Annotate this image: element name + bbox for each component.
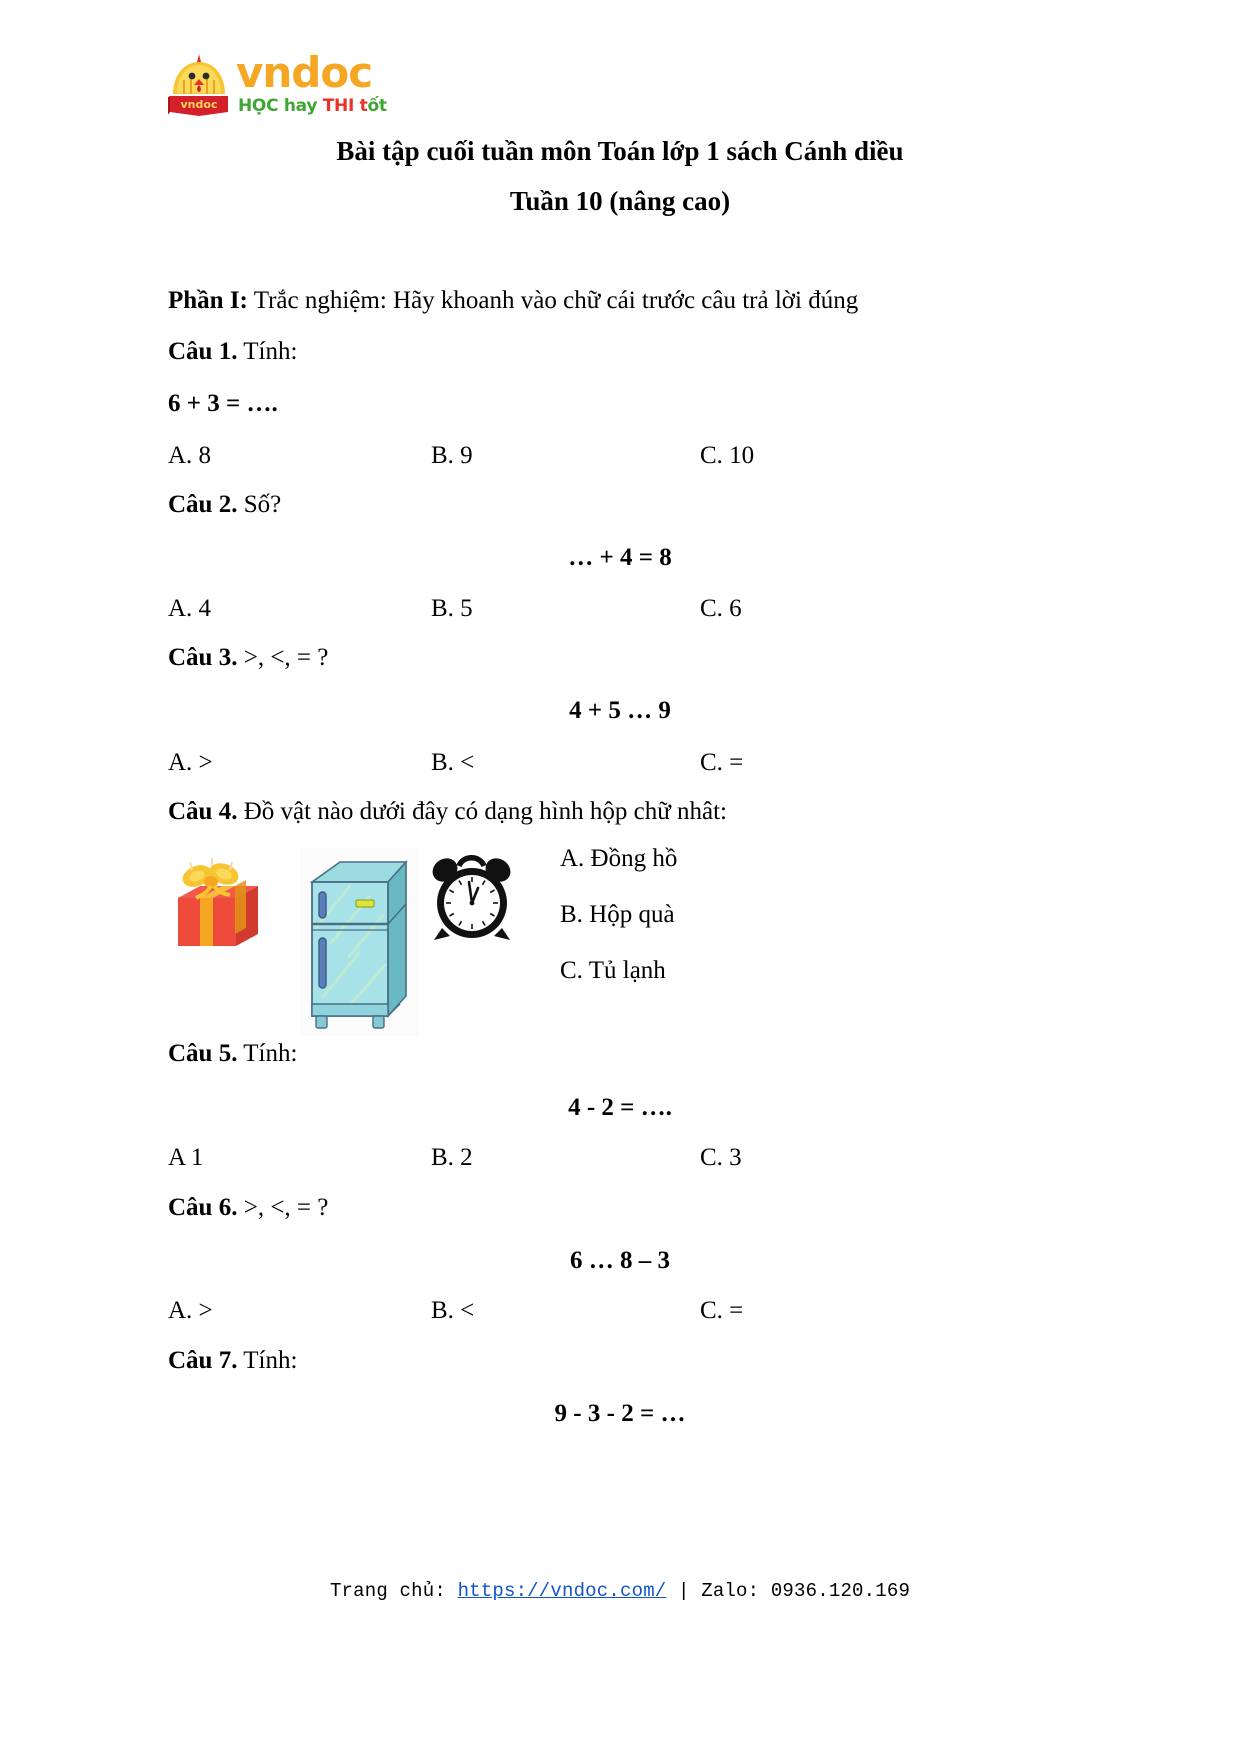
- refrigerator-image: [300, 848, 418, 1036]
- question-1-option-a[interactable]: A. 8: [168, 442, 212, 469]
- logo-wordmark: vndoc: [236, 48, 373, 97]
- vndoc-logo[interactable]: [168, 48, 468, 122]
- question-2-number: Câu 2.: [168, 491, 238, 518]
- tagline-hoc-hay: HỌC hay: [238, 96, 323, 116]
- question-2-text: Số?: [237, 491, 282, 518]
- question-2-option-a[interactable]: A. 4: [168, 595, 212, 622]
- question-1-option-b[interactable]: B. 9: [431, 442, 473, 469]
- svg-text:vndoc: vndoc: [180, 98, 218, 111]
- question-3-option-a[interactable]: A. >: [168, 749, 213, 776]
- question-5-option-a[interactable]: A 1: [168, 1144, 204, 1171]
- question-6-prompt: [168, 1194, 1072, 1223]
- question-3-text: >, <, = ?: [237, 644, 329, 671]
- question-3-expression: 4 + 5 … 9: [569, 697, 671, 724]
- question-6-option-b[interactable]: B. <: [431, 1297, 475, 1324]
- question-1-expression: 6 + 3 = ….: [168, 390, 278, 417]
- question-6-option-a[interactable]: A. >: [168, 1297, 213, 1324]
- tagline-thi-t: THI t: [322, 96, 368, 116]
- footer-site-link[interactable]: https://vndoc.com/: [457, 1580, 667, 1602]
- question-4-figures: [168, 848, 588, 1036]
- question-2-option-c[interactable]: C. 6: [700, 595, 742, 622]
- question-2-expression: … + 4 = 8: [568, 544, 672, 571]
- question-6-number: Câu 6.: [168, 1194, 238, 1221]
- question-4-option-a[interactable]: A. Đồng hồ: [560, 845, 678, 872]
- question-5-options: [168, 1144, 1072, 1176]
- question-7-expression: 9 - 3 - 2 = …: [554, 1400, 686, 1427]
- question-5-number: Câu 5.: [168, 1040, 238, 1067]
- question-7-prompt: [168, 1347, 1072, 1376]
- question-7-text: Tính:: [237, 1347, 298, 1374]
- footer-home-label: Trang chủ:: [329, 1580, 458, 1602]
- page-title: Bài tập cuối tuần môn Toán lớp 1 sách Cánh diều: [336, 136, 904, 166]
- footer-zalo: Zalo: 0936.120.169: [701, 1580, 911, 1602]
- question-1-prompt: [168, 338, 1072, 367]
- question-3-options: [168, 749, 1072, 781]
- question-1-text: Tính:: [237, 338, 298, 365]
- rooster-mascot-icon: [168, 52, 230, 120]
- question-4-option-c[interactable]: C. Tủ lạnh: [560, 957, 666, 984]
- question-6-option-c[interactable]: C. =: [700, 1297, 744, 1324]
- question-4-text: Đồ vật nào dưới đây có dạng hình hộp chữ nhât:: [237, 798, 727, 825]
- page-subtitle: Tuần 10 (nâng cao): [509, 186, 731, 216]
- gift-box-image: [168, 854, 268, 954]
- question-1-number: Câu 1.: [168, 338, 238, 365]
- question-5-option-c[interactable]: C. 3: [700, 1144, 742, 1171]
- question-2-options: [168, 595, 1072, 627]
- question-5-prompt: [168, 1040, 1072, 1069]
- question-2-option-b[interactable]: B. 5: [431, 595, 473, 622]
- question-5-expression: 4 - 2 = ….: [568, 1094, 672, 1121]
- question-6-text: >, <, = ?: [237, 1194, 329, 1221]
- question-4-options: [560, 845, 980, 1013]
- part-one-text: Trắc nghiệm: Hãy khoanh vào chữ cái trước câu trả lời đúng: [247, 287, 859, 314]
- question-3-option-c[interactable]: C. =: [700, 749, 744, 776]
- question-1-option-c[interactable]: C. 10: [700, 442, 755, 469]
- question-3-number: Câu 3.: [168, 644, 238, 671]
- page-footer: [0, 1580, 1240, 1602]
- question-4-prompt: [168, 798, 1072, 827]
- part-one-heading: [168, 287, 1072, 316]
- question-1-options: [168, 442, 1072, 474]
- tagline-ot: ốt: [367, 96, 387, 116]
- question-6-options: [168, 1297, 1072, 1329]
- question-4-number: Câu 4.: [168, 798, 238, 825]
- alarm-clock-image: [426, 850, 518, 942]
- logo-tagline: [238, 96, 387, 116]
- question-5-option-b[interactable]: B. 2: [431, 1144, 473, 1171]
- part-one-label: Phần I:: [168, 287, 248, 314]
- question-5-text: Tính:: [237, 1040, 298, 1067]
- question-7-number: Câu 7.: [168, 1347, 238, 1374]
- footer-separator: |: [666, 1580, 702, 1602]
- question-2-prompt: [168, 491, 1072, 520]
- question-4-option-b[interactable]: B. Hộp quà: [560, 901, 675, 928]
- question-6-expression: 6 … 8 – 3: [570, 1247, 670, 1274]
- question-3-prompt: [168, 644, 1072, 673]
- question-3-option-b[interactable]: B. <: [431, 749, 475, 776]
